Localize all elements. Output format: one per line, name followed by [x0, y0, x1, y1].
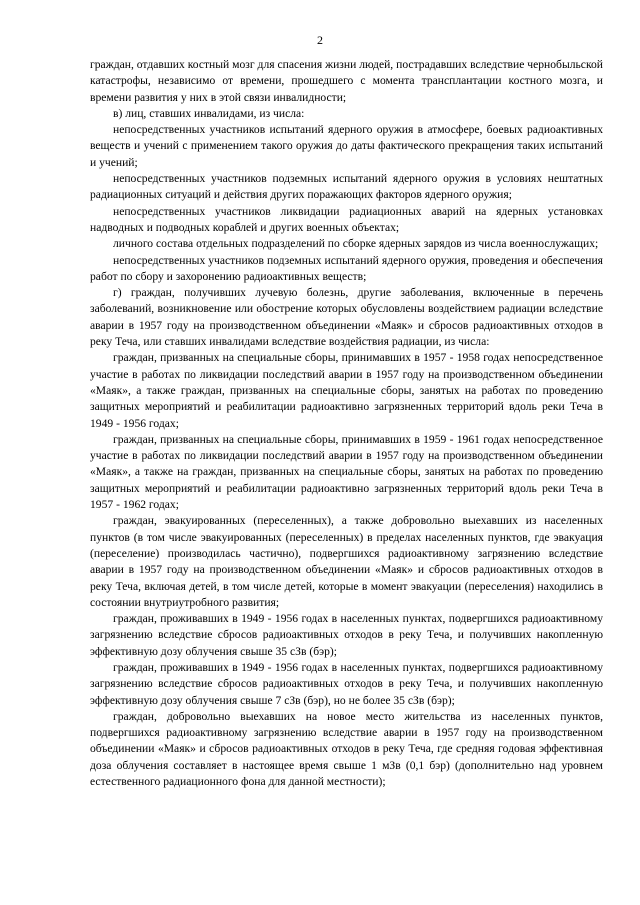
paragraph: граждан, отдавших костный мозг для спасения жизни людей, пострадавших вследствие чернобыльской катастрофы, независимо от времени, прошедшего с момента трансплантации костного мозга, и времени развития у них в этой связи инвалидности; — [90, 58, 603, 104]
paragraph: г) граждан, получивших лучевую болезнь, другие заболевания, включенные в перечень заболеваний, возникновение или обострение которых обусловлены воздействием радиации вследствие аварии в 1957 году на производственном объединении «Маяк» и сбросов радиоактивных отходов в реку Теча, или ставших инвалидами вследствие воздействия радиации, из числа: — [90, 286, 603, 349]
paragraph: непосредственных участников ликвидации радиационных аварий на ядерных установках надводных и подводных кораблей и других военных объектах; — [90, 204, 603, 234]
paragraph: граждан, добровольно выехавших на новое место жительства из населенных пунктов, подвергшихся радиоактивному загрязнению вследствие аварии в 1957 году на производственном объединении «Маяк» и сбросов радиоактивных отходов в реку Теча, где средняя годовая эффективная доза облучения составляет в настоящее время свыше 1 мЗв (0,1 бэр) (дополнительно над уровнем естественного радиационного фона для данной местности); — [90, 709, 603, 789]
paragraph: граждан, проживавших в 1949 - 1956 годах в населенных пунктах, подвергшихся радиоактивному загрязнению вследствие сбросов радиоактивных отходов в реку Теча, и получивших накопленную эффективную дозу облучения свыше 7 сЗв (бэр), но не более 35 сЗв (бэр); — [90, 660, 603, 707]
paragraph: граждан, проживавших в 1949 - 1956 годах в населенных пунктах, подвергшихся радиоактивному загрязнению вследствие сбросов радиоактивных отходов в реку Теча, и получивших накопленную эффективную дозу облучения свыше 35 сЗв (бэр); — [90, 612, 603, 658]
paragraph: непосредственных участников подземных испытаний ядерного оружия в условиях нештатных радиационных ситуаций и действия других поражающих факторов ядерного оружия; — [90, 172, 603, 202]
paragraph: граждан, эвакуированных (переселенных), а также добровольно выехавших из населенных пунктов (в том числе эвакуированных (переселенных) в пределах населенных пунктов, где эвакуация (переселение) производилась частично), подвергшихся радиоактивному загрязнению вследствие аварии в 1957 году на производственном объединении «Маяк» и сбросов радиоактивных отходов в реку Теча, включая детей, в том числе детей, которые в момент эвакуации (переселения) находились в состоянии внутриутробного развития; — [90, 514, 603, 609]
paragraph: граждан, призванных на специальные сборы, принимавших в 1959 - 1961 годах непосредственное участие в работах по ликвидации последствий аварии в 1957 году на производственном объединении «Маяк», а также на граждан, призванных на специальные сборы, занятых на работах по проведению защитных мероприятий и реабилитации радиоактивно загрязненных территорий вдоль реки Теча в 1957 - 1962 годах; — [90, 432, 603, 512]
paragraph: непосредственных участников испытаний ядерного оружия в атмосфере, боевых радиоактивных веществ и учений с применением такого оружия до даты фактического прекращения таких испытаний и учений; — [90, 123, 603, 169]
paragraph: в) лиц, ставших инвалидами, из числа: — [113, 106, 305, 120]
paragraph: личного состава отдельных подразделений по сборке ядерных зарядов из числа военнослужащих; — [113, 237, 599, 251]
document-body — [90, 57, 603, 790]
paragraph: непосредственных участников подземных испытаний ядерного оружия, проведения и обеспечения работ по сбору и захоронению радиоактивных веществ; — [90, 253, 603, 283]
paragraph: граждан, призванных на специальные сборы, принимавших в 1957 - 1958 годах непосредственное участие в работах по ликвидации последствий аварии в 1957 году на производственном объединении «Маяк», а также граждан, призванных на специальные сборы, занятых на работах по проведению защитных мероприятий и реабилитации радиоактивно загрязненных территорий вдоль реки Теча в 1949 - 1956 годах; — [90, 351, 603, 430]
page-number: 2 — [317, 33, 323, 47]
